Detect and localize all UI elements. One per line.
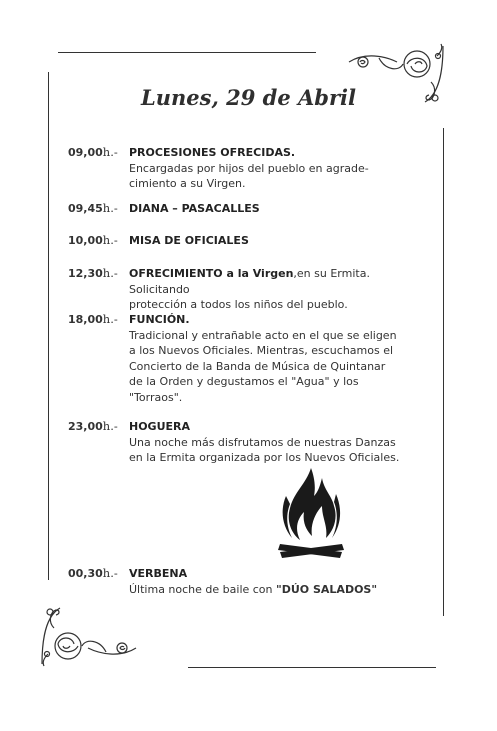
entry-heading: PROCESIONES OFRECIDAS.	[129, 146, 296, 159]
entry-description-line: Última noche de baile con "DÚO SALADOS"	[129, 582, 378, 596]
entry-description-line: "Torraos".	[129, 390, 183, 404]
schedule-entry	[68, 419, 428, 466]
schedule-entry	[68, 201, 428, 217]
left-rule	[48, 72, 49, 580]
schedule-entry	[68, 566, 428, 597]
entry-description-line: a los Nuevos Oficiales. Mientras, escuchamos el	[129, 344, 394, 357]
right-rule	[443, 128, 444, 616]
entry-time: 23,00h.-	[68, 419, 118, 433]
entry-time: 09,00h.-	[68, 145, 118, 159]
entry-heading: HOGUERA	[129, 420, 191, 433]
top-rule	[58, 52, 316, 53]
entry-time: 18,00h.-	[68, 312, 118, 326]
entry-description-line: Concierto de la Banda de Música de Quintanar	[129, 359, 386, 373]
entry-time: 00,30h.-	[68, 566, 118, 580]
bottom-rule	[188, 667, 436, 668]
entry-description-line: protección a todos los niños del pueblo.	[129, 298, 348, 311]
schedule-entry	[68, 233, 428, 249]
entry-description-line: en la Ermita organizada por los Nuevos Oficiales.	[129, 451, 400, 464]
entry-heading: VERBENA	[129, 567, 188, 580]
entry-inline-text: ,en su Ermita. Solicitando	[129, 267, 370, 296]
schedule-entry	[68, 145, 428, 192]
entry-description-line: de la Orden y degustamos el "Agua" y los	[129, 375, 359, 388]
entry-time: 09,45h.-	[68, 201, 118, 215]
entry-time: 12,30h.-	[68, 266, 118, 280]
bonfire-icon	[276, 466, 346, 560]
page-title: Lunes, 29 de Abril	[141, 85, 356, 110]
schedule-entry	[68, 312, 428, 405]
schedule-entry	[68, 266, 428, 313]
entry-heading: DIANA – PASACALLES	[129, 202, 260, 215]
entry-heading: MISA DE OFICIALES	[129, 234, 249, 247]
entry-heading: OFRECIMIENTO a la Virgen	[129, 267, 294, 280]
entry-heading: FUNCIÓN.	[129, 313, 190, 326]
entry-time: 10,00h.-	[68, 233, 118, 247]
flourish-ornament-icon	[40, 600, 140, 668]
entry-description-line: Una noche más disfrutamos de nuestras Danzas	[129, 435, 396, 449]
entry-description-line: Tradicional y entrañable acto en el que se eligen	[129, 328, 397, 342]
entry-description-line: cimiento a su Virgen.	[129, 177, 246, 190]
entry-description-line: Encargadas por hijos del pueblo en agrade-	[129, 161, 369, 175]
